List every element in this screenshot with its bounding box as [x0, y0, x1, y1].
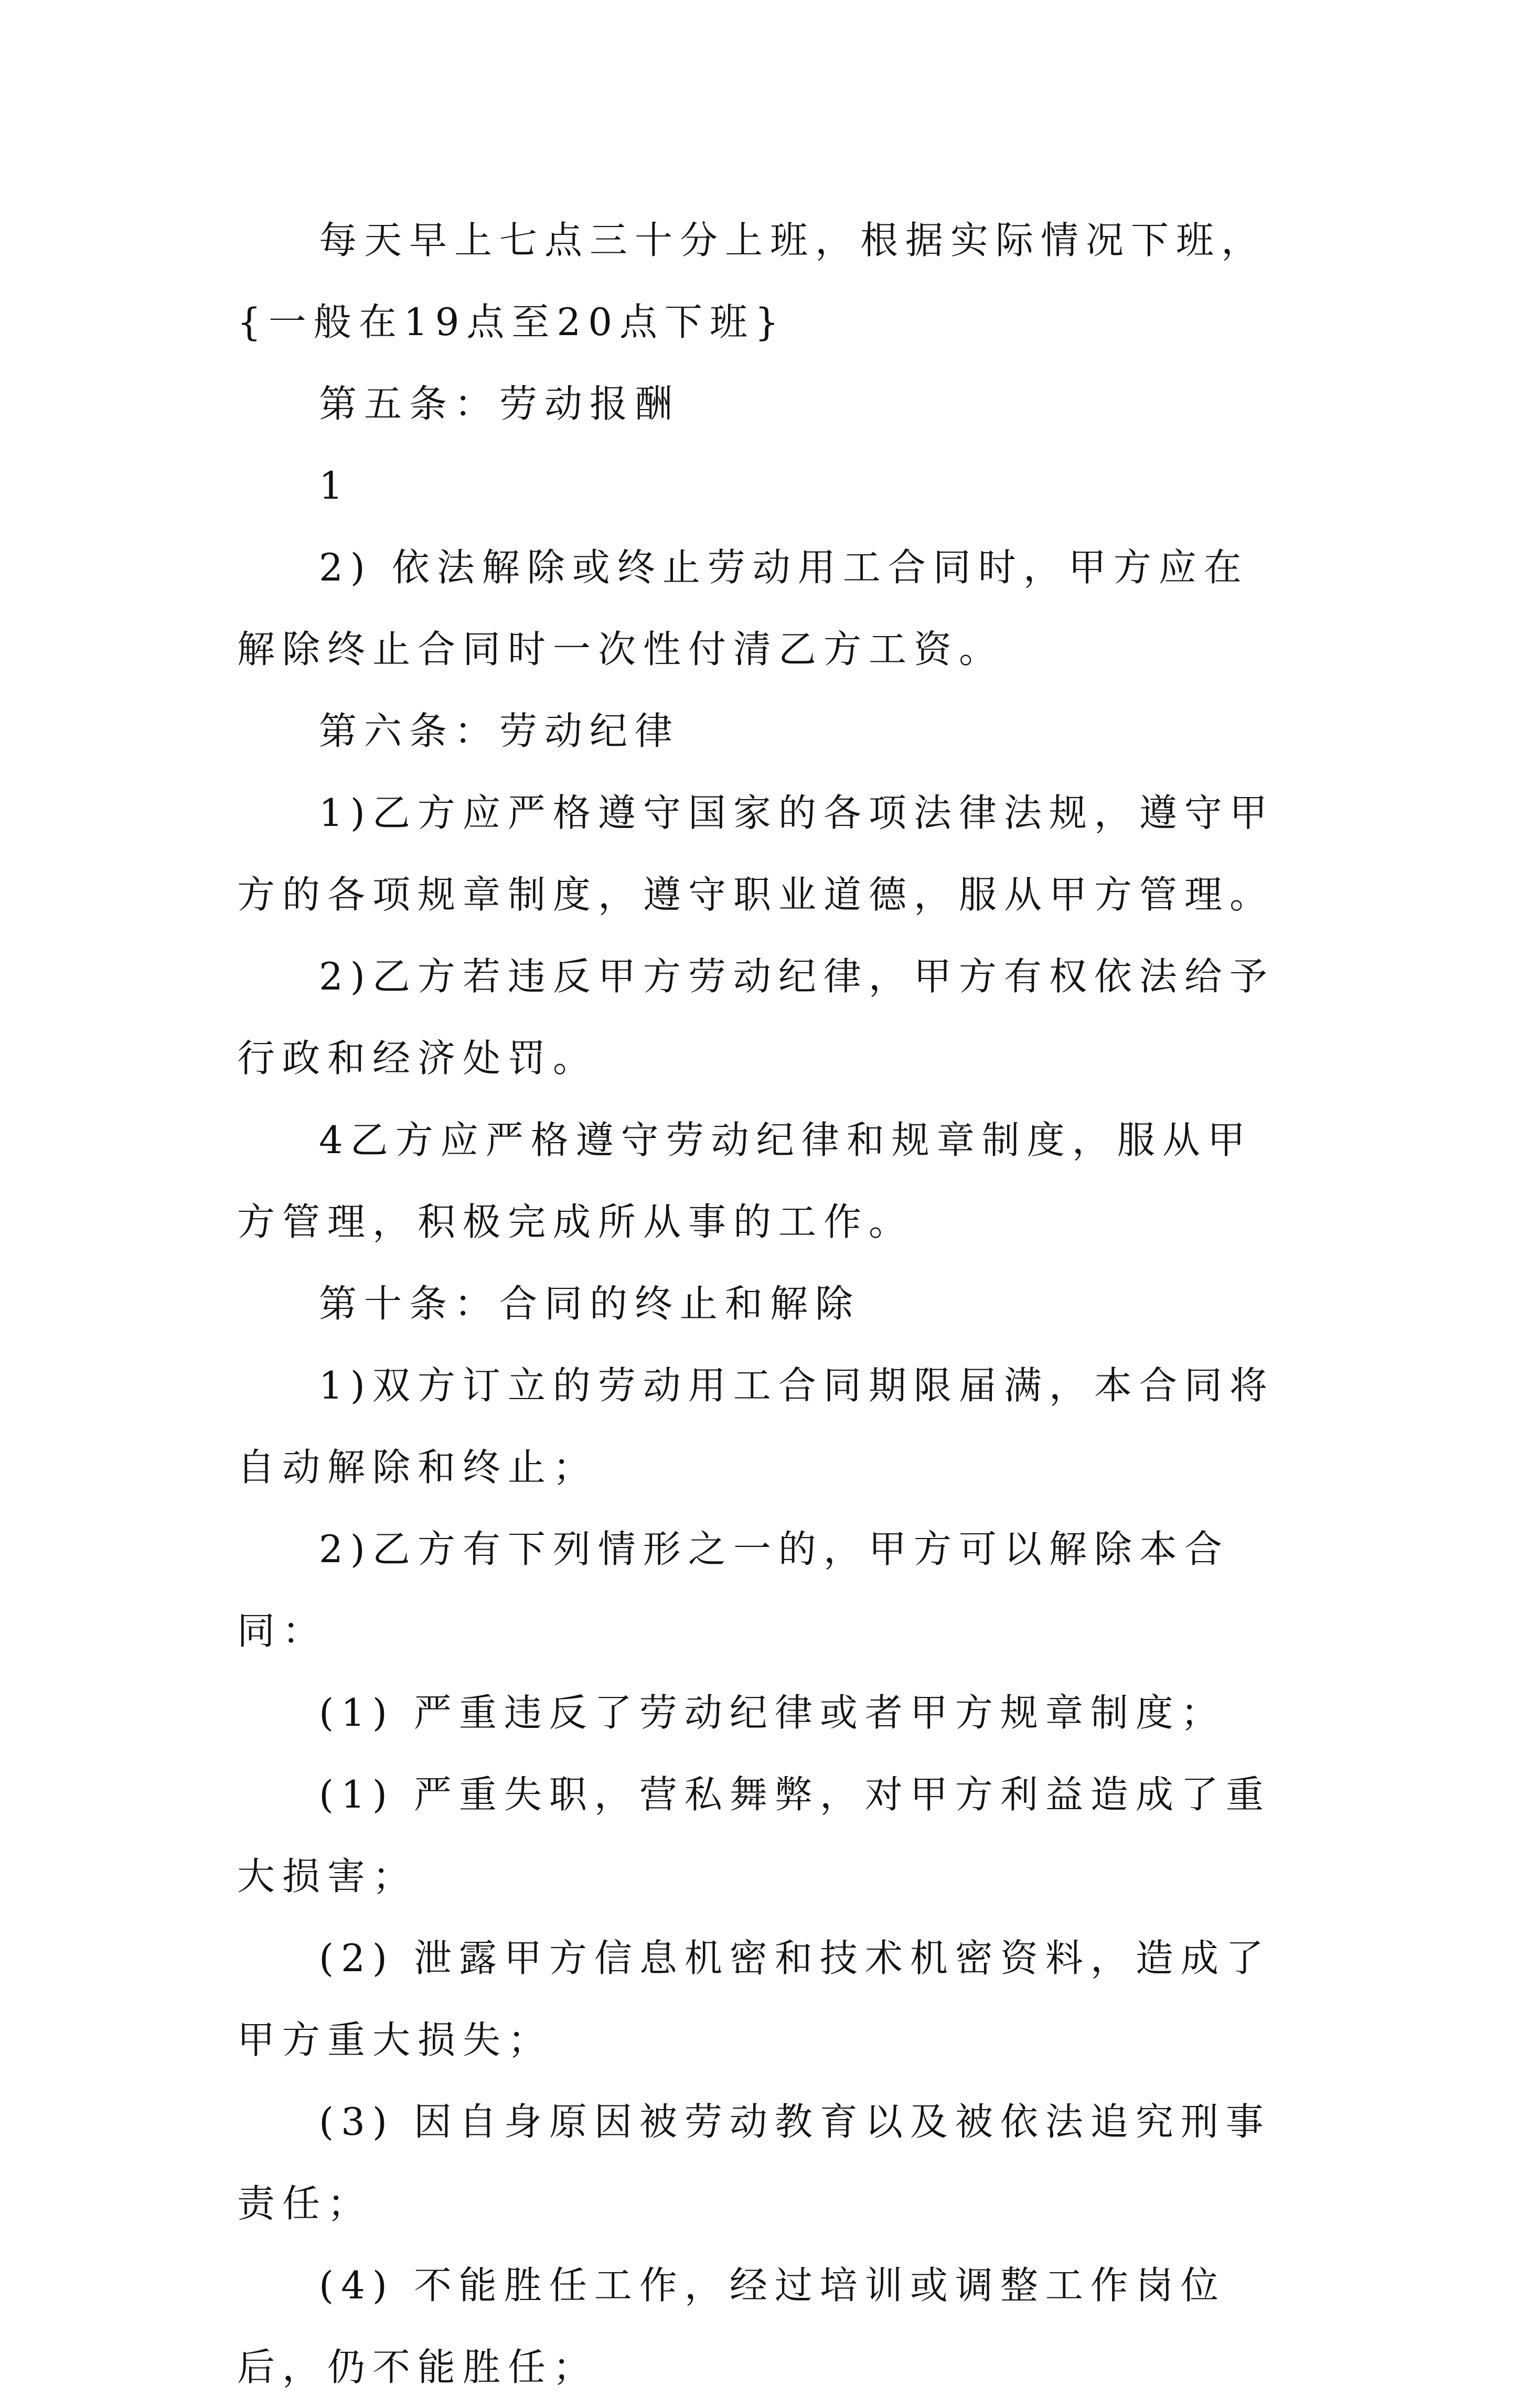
document-body [237, 199, 1291, 2408]
list-item-violation: (1) 严重违反了劳动纪律或者甲方规章制度； [319, 1691, 1226, 1735]
paragraph-termination-1: 1)双方订立的劳动用工合同期限届满，本合同将自动解除和终止； [237, 1363, 1275, 1489]
paragraph-discipline-4: 4乙方应严格遵守劳动纪律和规章制度，服从甲方管理，积极完成所从事的工作。 [237, 1118, 1253, 1244]
heading-article-5: 第五条：劳动报酬 [319, 382, 680, 426]
list-item-criminal: (3) 因自身原因被劳动教育以及被依法追究刑事责任； [237, 2100, 1271, 2226]
paragraph-discipline-2: 2)乙方若违反甲方劳动纪律，甲方有权依法给予行政和经济处罚。 [237, 954, 1275, 1080]
list-item-negligence: (1) 严重失职，营私舞弊，对甲方利益造成了重大损害； [237, 1772, 1271, 1898]
paragraph-discipline-1: 1)乙方应严格遵守国家的各项法律法规，遵守甲方的各项规章制度，遵守职业道德，服从甲方管理。 [237, 791, 1275, 917]
paragraph-termination-2: 2)乙方有下列情形之一的，甲方可以解除本合同： [237, 1527, 1230, 1653]
list-item-incompetence: (4) 不能胜任工作，经过培训或调整工作岗位后，仍不能胜任； [237, 2263, 1226, 2389]
paragraph-work-hours: 每天早上七点三十分上班，根据实际情况下班，{一般在19点至20点下班} [237, 218, 1267, 344]
heading-article-6: 第六条：劳动纪律 [319, 709, 680, 753]
list-item-leak-secrets: (2) 泄露甲方信息机密和技术机密资料，造成了甲方重大损失； [237, 1936, 1271, 2062]
paragraph-item-2-wages: 2) 依法解除或终止劳动用工合同时，甲方应在解除终止合同时一次性付清乙方工资。 [237, 545, 1249, 671]
heading-article-10: 第十条：合同的终止和解除 [319, 1282, 861, 1326]
paragraph-item-1: 1 [319, 464, 350, 508]
